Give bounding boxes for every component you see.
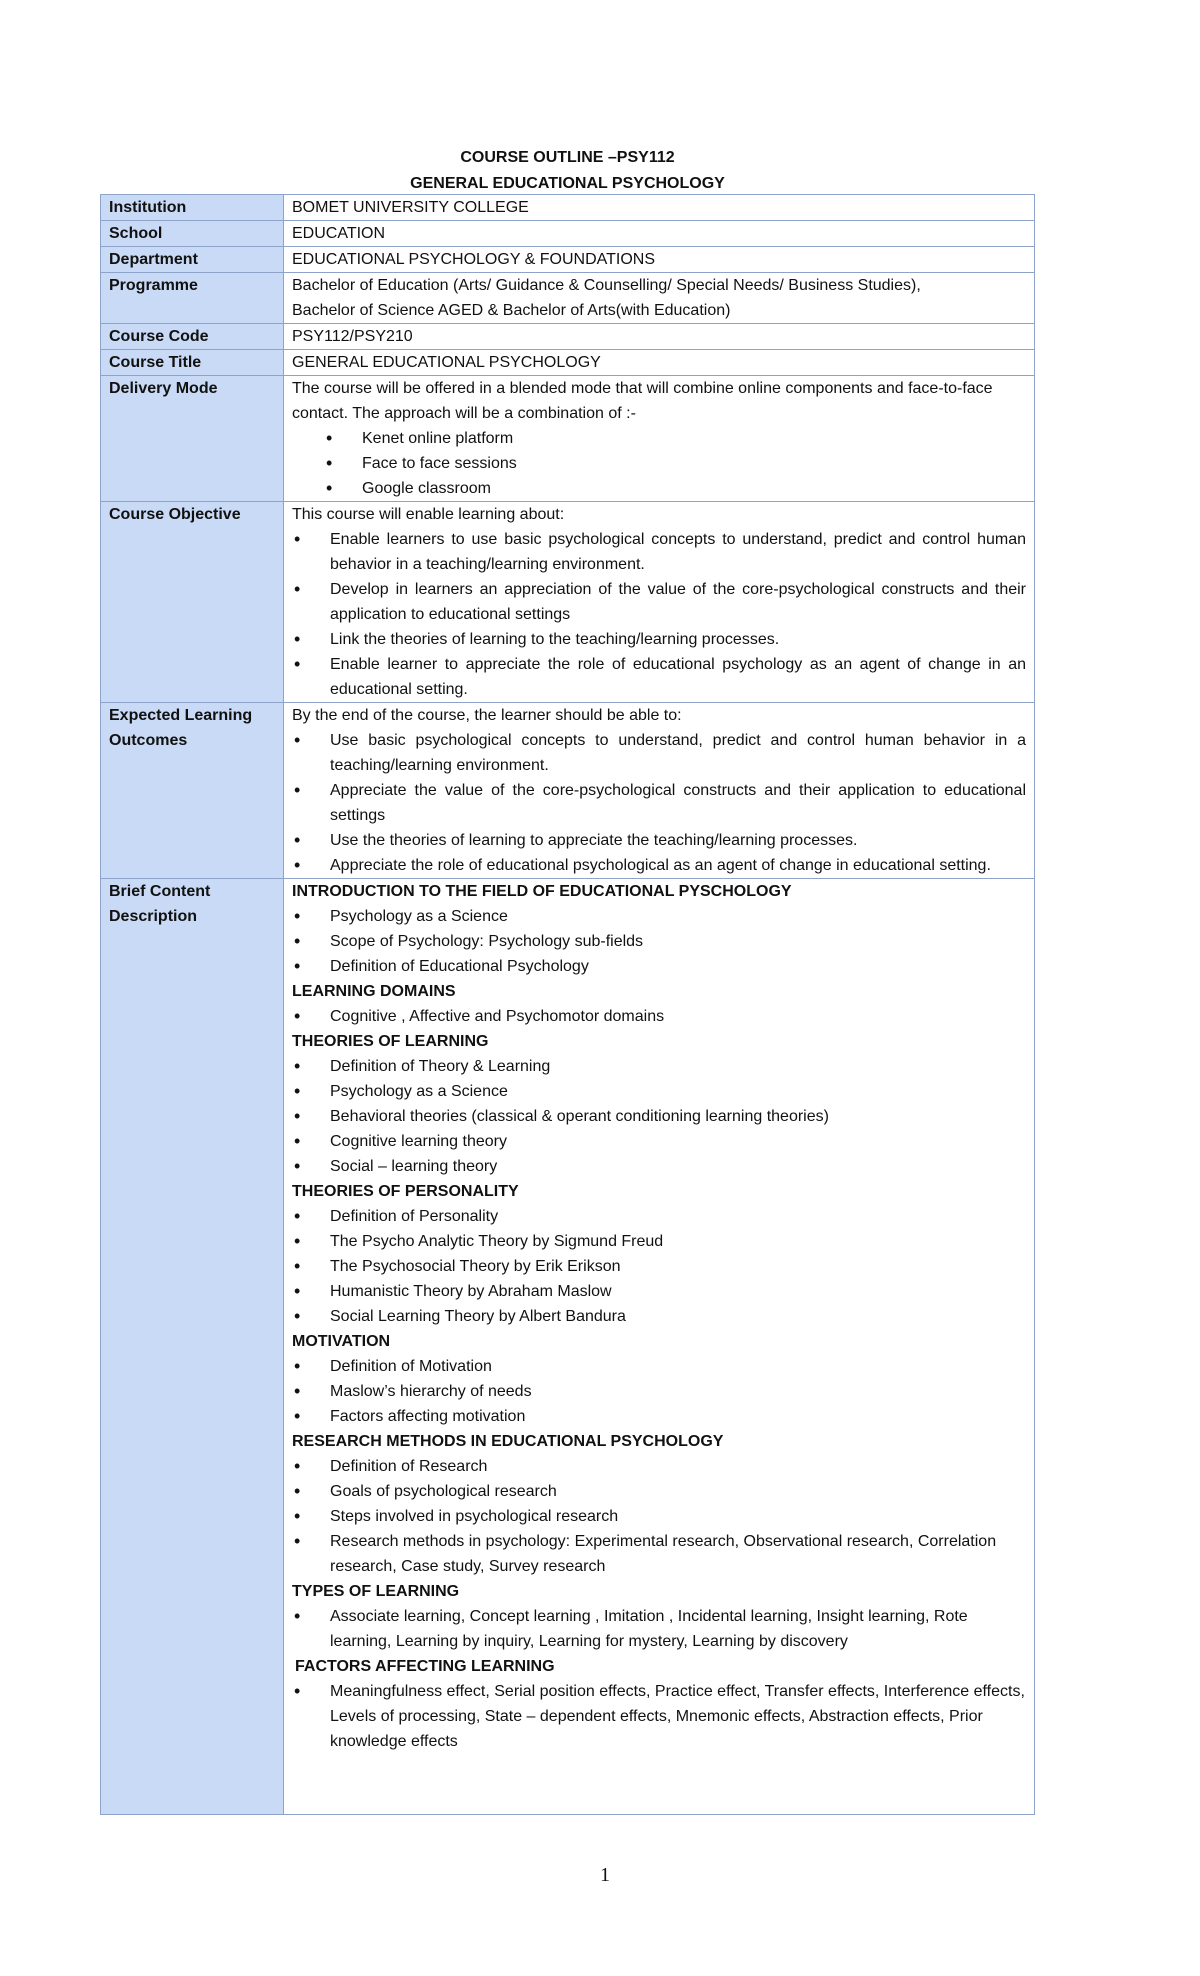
list-item: • Develop in learners an appreciation of the value of the core-psychological constructs and their application to educational settings [292, 577, 1026, 627]
section-list [292, 1004, 1026, 1029]
list-item: • Definition of Theory & Learning [292, 1054, 1026, 1079]
row-programme [101, 273, 1035, 324]
list-item: • Face to face sessions [292, 451, 1026, 476]
row-department [101, 247, 1035, 273]
label-course-objective: Course Objective [101, 502, 284, 703]
list-item: • Link the theories of learning to the teaching/learning processes. [292, 627, 1026, 652]
value-course-objective [284, 502, 1035, 703]
list-item: • Cognitive , Affective and Psychomotor domains [292, 1004, 1026, 1029]
value-delivery-mode [284, 376, 1035, 502]
list-item: • Appreciate the role of educational psychological as an agent of change in educational setting. [292, 853, 1026, 878]
label-school: School [101, 221, 284, 247]
value-course-title: GENERAL EDUCATIONAL PSYCHOLOGY [284, 350, 1035, 376]
label-line: Brief Content [109, 883, 211, 900]
label-line: Expected Learning [109, 707, 253, 724]
value-content-description [284, 879, 1035, 1815]
list-item: • Definition of Educational Psychology [292, 954, 1026, 979]
outcomes-intro: By the end of the course, the learner should be able to: [292, 707, 682, 724]
section-heading: RESEARCH METHODS IN EDUCATIONAL PSYCHOLOGY [292, 1433, 724, 1450]
section-list [292, 904, 1026, 979]
label-course-code: Course Code [101, 324, 284, 350]
document-title: COURSE OUTLINE –PSY112 [460, 149, 675, 166]
list-item: • Humanistic Theory by Abraham Maslow [292, 1279, 1026, 1304]
label-expected-outcomes [101, 703, 284, 879]
section-list [292, 1604, 1026, 1654]
list-item: • Scope of Psychology: Psychology sub-fields [292, 929, 1026, 954]
label-line: Outcomes [109, 732, 188, 749]
delivery-list [292, 426, 1026, 501]
list-item: • Enable learner to appreciate the role of educational psychology as an agent of change in an educational setting. [292, 652, 1026, 702]
section-heading: INTRODUCTION TO THE FIELD OF EDUCATIONAL PYSCHOLOGY [292, 883, 792, 900]
delivery-intro: The course will be offered in a blended mode that will combine online components and face-to-face contact. The approach will be a combination of :- [292, 380, 993, 422]
list-item: • Meaningfulness effect, Serial position effects, Practice effect, Transfer effects, Interference effects, Levels of processing, State – dependent effects, Mnemonic effects, Abstraction effects, Prior knowledge effects [292, 1679, 1026, 1754]
section-list [292, 1679, 1026, 1754]
list-item: • Definition of Research [292, 1454, 1026, 1479]
list-item: • Definition of Personality [292, 1204, 1026, 1229]
label-programme: Programme [101, 273, 284, 324]
value-institution: BOMET UNIVERSITY COLLEGE [284, 195, 1035, 221]
value-school: EDUCATION [284, 221, 1035, 247]
section-list [292, 1204, 1026, 1329]
list-item: • Research methods in psychology: Experimental research, Observational research, Correlation research, Case study, Survey research [292, 1529, 1026, 1579]
objective-intro: This course will enable learning about: [292, 506, 565, 523]
programme-line: Bachelor of Education (Arts/ Guidance & Counselling/ Special Needs/ Business Studies), [292, 277, 921, 294]
list-item: • The Psychosocial Theory by Erik Erikson [292, 1254, 1026, 1279]
label-institution: Institution [101, 195, 284, 221]
list-item: • Appreciate the value of the core-psychological constructs and their application to educational settings [292, 778, 1026, 828]
row-course-objective [101, 502, 1035, 703]
row-expected-outcomes [101, 703, 1035, 879]
list-item: • Kenet online platform [292, 426, 1026, 451]
label-content-description [101, 879, 284, 1815]
section-heading: TYPES OF LEARNING [292, 1583, 460, 1600]
row-institution [101, 195, 1035, 221]
label-department: Department [101, 247, 284, 273]
list-item: • Use basic psychological concepts to understand, predict and control human behavior in a teaching/learning environment. [292, 728, 1026, 778]
section-heading: THEORIES OF LEARNING [292, 1033, 489, 1050]
label-line: Description [109, 908, 198, 925]
row-delivery-mode [101, 376, 1035, 502]
section-heading: MOTIVATION [292, 1333, 391, 1350]
course-outline-table [100, 194, 1035, 1815]
value-department: EDUCATIONAL PSYCHOLOGY & FOUNDATIONS [284, 247, 1035, 273]
list-item: • Use the theories of learning to appreciate the teaching/learning processes. [292, 828, 1026, 853]
list-item: • Psychology as a Science [292, 904, 1026, 929]
value-expected-outcomes [284, 703, 1035, 879]
label-delivery-mode: Delivery Mode [101, 376, 284, 502]
list-item: • Social Learning Theory by Albert Bandura [292, 1304, 1026, 1329]
programme-line: Bachelor of Science AGED & Bachelor of Arts(with Education) [292, 302, 731, 319]
document-header [100, 145, 1035, 197]
list-item: • Cognitive learning theory [292, 1129, 1026, 1154]
list-item: • Steps involved in psychological research [292, 1504, 1026, 1529]
row-content-description [101, 879, 1035, 1815]
section-list [292, 1454, 1026, 1579]
section-heading: LEARNING DOMAINS [292, 983, 456, 1000]
list-item: • Maslow’s hierarchy of needs [292, 1379, 1026, 1404]
list-item: • Factors affecting motivation [292, 1404, 1026, 1429]
document-subtitle: GENERAL EDUCATIONAL PSYCHOLOGY [410, 175, 725, 192]
list-item: • Behavioral theories (classical & operant conditioning learning theories) [292, 1104, 1026, 1129]
list-item: • Social – learning theory [292, 1154, 1026, 1179]
objective-list [292, 527, 1026, 702]
row-school [101, 221, 1035, 247]
section-heading: THEORIES OF PERSONALITY [292, 1183, 519, 1200]
list-item: • Psychology as a Science [292, 1079, 1026, 1104]
section-heading: FACTORS AFFECTING LEARNING [295, 1658, 555, 1675]
page-number: 1 [600, 1864, 610, 1886]
list-item: • The Psycho Analytic Theory by Sigmund Freud [292, 1229, 1026, 1254]
section-list [292, 1354, 1026, 1429]
list-item: • Google classroom [292, 476, 1026, 501]
row-course-title [101, 350, 1035, 376]
value-course-code: PSY112/PSY210 [284, 324, 1035, 350]
row-course-code [101, 324, 1035, 350]
value-programme [284, 273, 1035, 324]
section-list [292, 1054, 1026, 1179]
outcomes-list [292, 728, 1026, 878]
list-item: • Definition of Motivation [292, 1354, 1026, 1379]
label-course-title: Course Title [101, 350, 284, 376]
list-item: • Enable learners to use basic psychological concepts to understand, predict and control human behavior in a teaching/learning environment. [292, 527, 1026, 577]
list-item: • Goals of psychological research [292, 1479, 1026, 1504]
list-item: • Associate learning, Concept learning , Imitation , Incidental learning, Insight learning, Rote learning, Learning by inquiry, Learning for mystery, Learning by discovery [292, 1604, 1026, 1654]
